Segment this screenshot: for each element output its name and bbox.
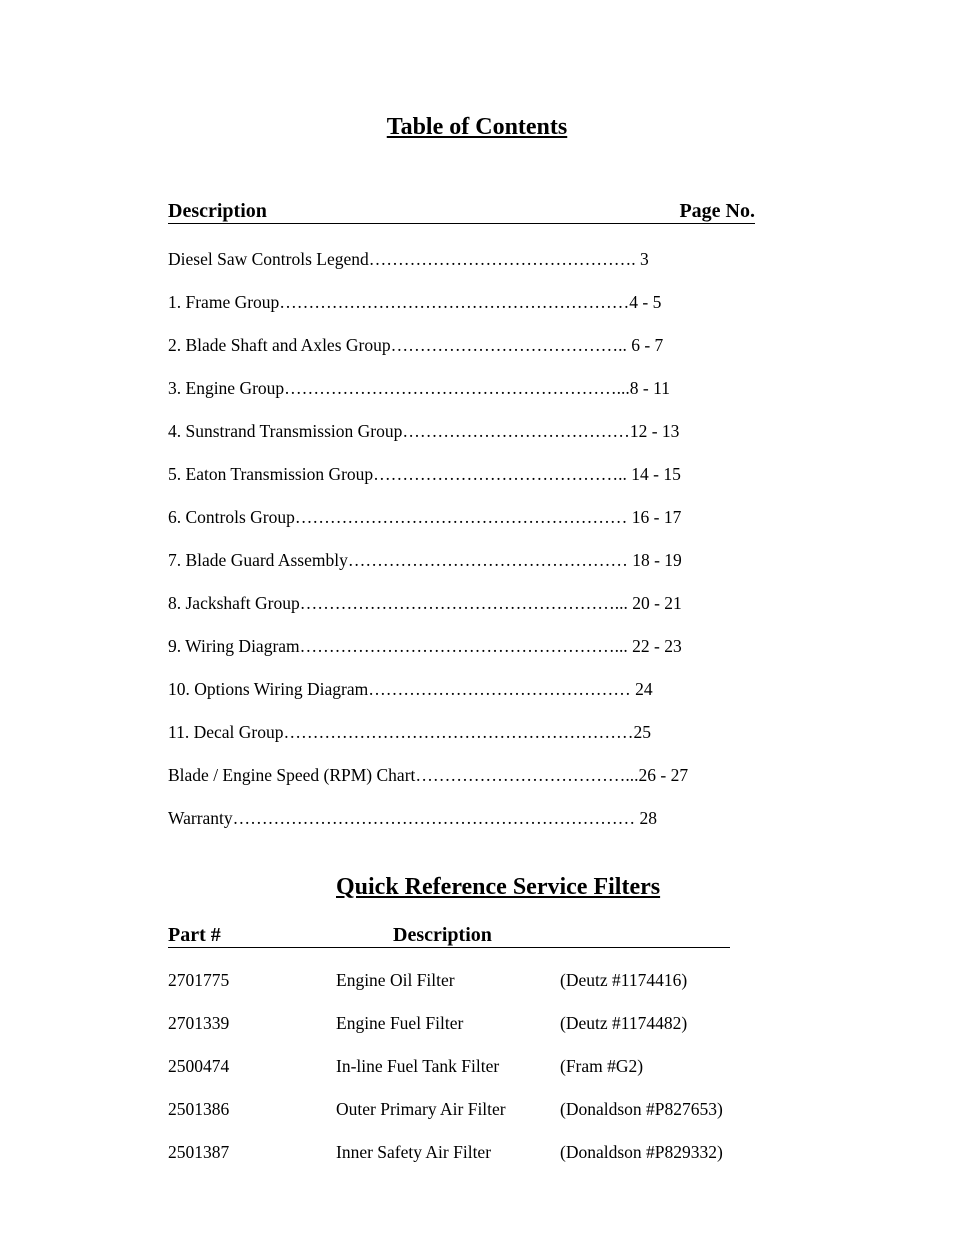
filter-header-description: Description [393,924,492,946]
filter-description: In-line Fuel Tank Filter [336,1056,500,1076]
toc-entry-jackshaft: 8. Jackshaft Group………………………………………………... 20 - 21 [168,593,682,613]
toc-entry-frame-group: 1. Frame Group……………………………………………………4 - 5 [168,292,662,312]
toc-header-page-no: Page No. [679,200,755,222]
filter-header-part: Part # [168,924,221,946]
filter-part-number: 2500474 [168,1056,230,1076]
toc-entry-controls-legend: Diesel Saw Controls Legend………………………………………. 3 [168,249,649,269]
toc-entry-options-wiring: 10. Options Wiring Diagram……………………………………… 24 [168,679,653,699]
toc-entry-eaton-transmission: 5. Eaton Transmission Group…………………………………….. 14 - 15 [168,464,681,484]
toc-entry-rpm-chart: Blade / Engine Speed (RPM) Chart………………………………...26 - 27 [168,765,689,785]
filter-part-number: 2501386 [168,1099,230,1119]
filter-cross-reference: (Donaldson #P829332) [560,1142,723,1162]
toc-entry-blade-shaft: 2. Blade Shaft and Axles Group………………………………….. 6 - 7 [168,335,664,355]
filter-part-number: 2701339 [168,1013,230,1033]
toc-entry-controls-group: 6. Controls Group………………………………………………… 16 - 17 [168,507,682,527]
toc-entry-wiring-diagram: 9. Wiring Diagram………………………………………………... 22 - 23 [168,636,682,656]
filter-table-header [168,923,730,948]
filter-row [168,1012,768,1034]
filter-row [168,1141,768,1163]
toc-entry-sunstrand-transmission: 4. Sunstrand Transmission Group…………………………………12 - 13 [168,421,680,441]
toc-header [168,199,755,224]
filter-row [168,1098,768,1120]
toc-entry-warranty: Warranty…………………………………………………………… 28 [168,808,658,828]
filter-description: Engine Oil Filter [336,970,455,990]
page-title: Table of Contents [386,114,568,140]
filter-cross-reference: (Fram #G2) [560,1056,644,1076]
filter-description: Engine Fuel Filter [336,1013,464,1033]
filter-description: Outer Primary Air Filter [336,1099,506,1119]
toc-entry-engine-group: 3. Engine Group…………………………………………………...8 - 11 [168,378,670,398]
toc-entry-blade-guard: 7. Blade Guard Assembly………………………………………… 18 - 19 [168,550,682,570]
toc-entry-decal-group: 11. Decal Group……………………………………………………25 [168,722,651,742]
quick-reference-title: Quick Reference Service Filters [336,874,661,900]
filter-cross-reference: (Donaldson #P827653) [560,1099,723,1119]
filter-cross-reference: (Deutz #1174416) [560,970,688,990]
filter-part-number: 2501387 [168,1142,230,1162]
filter-part-number: 2701775 [168,970,230,990]
toc-header-description: Description [168,200,267,222]
filter-row [168,1055,768,1077]
filter-description: Inner Safety Air Filter [336,1142,492,1162]
filter-cross-reference: (Deutz #1174482) [560,1013,688,1033]
filter-row [168,969,768,991]
